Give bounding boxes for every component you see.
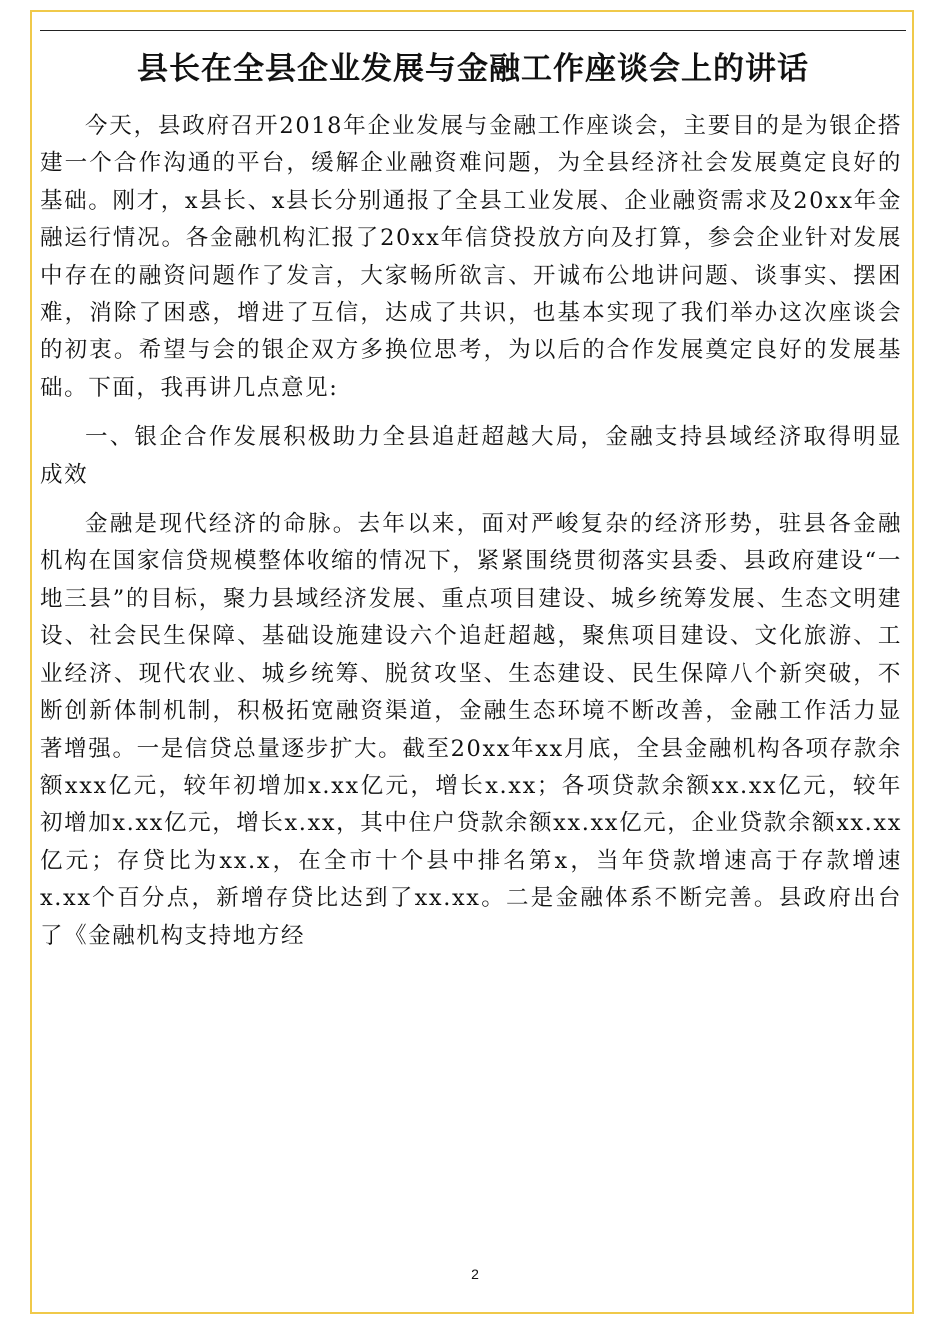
document-title: 县长在全县企业发展与金融工作座谈会上的讲话	[137, 51, 809, 87]
paragraph-finance: 金融是现代经济的命脉。去年以来，面对严峻复杂的经济形势，驻县各金融机构在国家信贷规模整体收缩的情况下，紧紧围绕贯彻落实县委、县政府建设“一地三县”的目标，聚力县域经济发展、重点项目建设、城乡统筹发展、生态文明建设、社会民生保障、基础设施建设六个追赶超越，聚焦项目建设、文化旅游、工业经济、现代农业、城乡统筹、脱贫攻坚、生态建设、民生保障八个新突破，不断创新体制机制，积极拓宽融资渠道，金融生态环境不断改善，金融工作活力显著增强。一是信贷总量逐步扩大。截至20xx年xx月底，全县金融机构各项存款余额xxx亿元，较年初增加x.xx亿元，增长x.xx；各项贷款余额xx.xx亿元，较年初增加x.xx亿元，增长x.xx，其中住户贷款余额xx.xx亿元，企业贷款余额xx.xx亿元；存贷比为xx.x，在全市十个县中排名第x，当年贷款增速高于存款增速x.xx个百分点，新增存贷比达到了xx.xx。二是金融体系不断完善。县政府出台了《金融机构支持地方经	[40, 511, 902, 949]
document-body	[40, 108, 902, 955]
page-number: 2	[471, 1266, 479, 1282]
section-heading-1: 一、银企合作发展积极助力全县追赶超越大局，金融支持县域经济取得明显成效	[40, 424, 902, 488]
header-rule	[40, 30, 906, 31]
paragraph-intro: 今天，县政府召开2018年企业发展与金融工作座谈会，主要目的是为银企搭建一个合作沟通的平台，缓解企业融资难问题，为全县经济社会发展奠定良好的基础。刚才，x县长、x县长分别通报了全县工业发展、企业融资需求及20xx年金融运行情况。各金融机构汇报了20xx年信贷投放方向及打算，参会企业针对发展中存在的融资问题作了发言，大家畅所欲言、开诚布公地讲问题、谈事实、摆困难，消除了困惑，增进了互信，达成了共识，也基本实现了我们举办这次座谈会的初衷。希望与会的银企双方多换位思考，为以后的合作发展奠定良好的发展基础。下面，我再讲几点意见:	[40, 113, 902, 401]
